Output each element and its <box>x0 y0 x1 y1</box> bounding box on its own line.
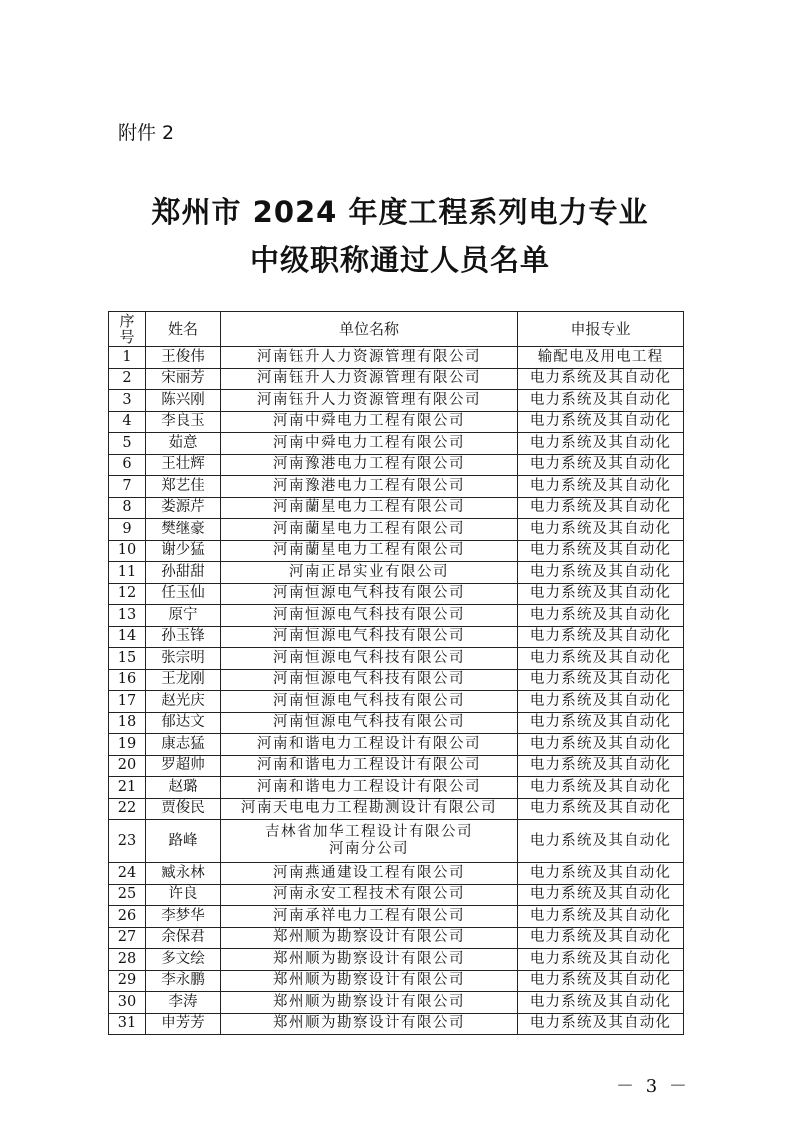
declared-major: 电力系统及其自动化 <box>518 798 684 820</box>
unit-name: 河南豫港电力工程有限公司 <box>221 454 518 476</box>
row-number: 27 <box>109 927 146 949</box>
person-name: 孙甜甜 <box>146 562 221 584</box>
table-row <box>109 433 684 455</box>
table-row <box>109 734 684 756</box>
table-row <box>109 992 684 1014</box>
person-name: 王龙刚 <box>146 669 221 691</box>
row-number: 26 <box>109 906 146 928</box>
unit-name: 河南蘭星电力工程有限公司 <box>221 519 518 541</box>
declared-major: 电力系统及其自动化 <box>518 712 684 734</box>
declared-major: 电力系统及其自动化 <box>518 540 684 562</box>
row-number: 28 <box>109 949 146 971</box>
table-row <box>109 497 684 519</box>
table-row <box>109 390 684 412</box>
unit-name: 河南恒源电气科技有限公司 <box>221 626 518 648</box>
declared-major: 电力系统及其自动化 <box>518 734 684 756</box>
row-number: 31 <box>109 1013 146 1035</box>
unit-name: 河南中舜电力工程有限公司 <box>221 411 518 433</box>
unit-name: 河南恒源电气科技有限公司 <box>221 691 518 713</box>
table-row <box>109 820 684 863</box>
declared-major: 电力系统及其自动化 <box>518 583 684 605</box>
unit-name <box>221 820 518 863</box>
declared-major: 电力系统及其自动化 <box>518 454 684 476</box>
table-row <box>109 970 684 992</box>
document-title-line1: 郑州市 2024 年度工程系列电力专业 <box>151 195 649 229</box>
table-row <box>109 949 684 971</box>
table-row <box>109 669 684 691</box>
person-name: 王俊伟 <box>146 347 221 369</box>
row-number: 30 <box>109 992 146 1014</box>
unit-name: 河南豫港电力工程有限公司 <box>221 476 518 498</box>
person-name: 茹意 <box>146 433 221 455</box>
unit-name: 河南钰升人力资源管理有限公司 <box>221 347 518 369</box>
person-name: 任玉仙 <box>146 583 221 605</box>
unit-name: 河南燕通建设工程有限公司 <box>221 863 518 885</box>
row-number: 8 <box>109 497 146 519</box>
table-row <box>109 454 684 476</box>
row-number: 24 <box>109 863 146 885</box>
person-name: 谢少猛 <box>146 540 221 562</box>
unit-name: 河南恒源电气科技有限公司 <box>221 605 518 627</box>
table-row <box>109 691 684 713</box>
person-name: 郁达文 <box>146 712 221 734</box>
table-row <box>109 605 684 627</box>
table-row <box>109 519 684 541</box>
table-row <box>109 411 684 433</box>
declared-major: 电力系统及其自动化 <box>518 605 684 627</box>
person-name: 李涛 <box>146 992 221 1014</box>
unit-name: 河南中舜电力工程有限公司 <box>221 433 518 455</box>
header-no-text: 序号 <box>119 311 135 346</box>
table-row <box>109 927 684 949</box>
table-row <box>109 562 684 584</box>
unit-name: 郑州顺为勘察设计有限公司 <box>221 1013 518 1035</box>
person-name: 陈兴刚 <box>146 390 221 412</box>
person-name: 娄源芹 <box>146 497 221 519</box>
person-name: 贾俊民 <box>146 798 221 820</box>
row-number: 3 <box>109 390 146 412</box>
row-number: 19 <box>109 734 146 756</box>
unit-name: 河南钰升人力资源管理有限公司 <box>221 390 518 412</box>
table-row <box>109 626 684 648</box>
unit-name: 河南永安工程技术有限公司 <box>221 884 518 906</box>
declared-major: 电力系统及其自动化 <box>518 368 684 390</box>
row-number: 1 <box>109 347 146 369</box>
row-number: 23 <box>109 820 146 863</box>
table-row <box>109 347 684 369</box>
declared-major: 电力系统及其自动化 <box>518 433 684 455</box>
header-no <box>109 312 146 347</box>
row-number: 21 <box>109 777 146 799</box>
declared-major: 电力系统及其自动化 <box>518 777 684 799</box>
declared-major: 电力系统及其自动化 <box>518 927 684 949</box>
row-number: 10 <box>109 540 146 562</box>
person-name: 李良玉 <box>146 411 221 433</box>
declared-major: 电力系统及其自动化 <box>518 562 684 584</box>
declared-major: 电力系统及其自动化 <box>518 669 684 691</box>
person-name: 樊继豪 <box>146 519 221 541</box>
row-number: 13 <box>109 605 146 627</box>
table-row <box>109 540 684 562</box>
unit-name: 河南钰升人力资源管理有限公司 <box>221 368 518 390</box>
unit-name: 河南恒源电气科技有限公司 <box>221 583 518 605</box>
unit-name-line1: 吉林省加华工程设计有限公司 <box>265 824 473 840</box>
declared-major: 电力系统及其自动化 <box>518 992 684 1014</box>
person-name: 李永鹏 <box>146 970 221 992</box>
table-row <box>109 884 684 906</box>
personnel-table <box>108 311 684 1035</box>
unit-name: 河南和谐电力工程设计有限公司 <box>221 734 518 756</box>
table-row <box>109 648 684 670</box>
row-number: 22 <box>109 798 146 820</box>
row-number: 18 <box>109 712 146 734</box>
row-number: 29 <box>109 970 146 992</box>
declared-major: 电力系统及其自动化 <box>518 820 684 863</box>
person-name: 孙玉锋 <box>146 626 221 648</box>
table-row <box>109 777 684 799</box>
row-number: 12 <box>109 583 146 605</box>
row-number: 4 <box>109 411 146 433</box>
unit-name: 河南蘭星电力工程有限公司 <box>221 497 518 519</box>
table-row <box>109 863 684 885</box>
person-name: 张宗明 <box>146 648 221 670</box>
table-row <box>109 798 684 820</box>
header-major: 申报专业 <box>518 312 684 347</box>
person-name: 赵璐 <box>146 777 221 799</box>
row-number: 6 <box>109 454 146 476</box>
person-name: 原宁 <box>146 605 221 627</box>
person-name: 臧永林 <box>146 863 221 885</box>
unit-name: 河南和谐电力工程设计有限公司 <box>221 755 518 777</box>
declared-major: 电力系统及其自动化 <box>518 411 684 433</box>
row-number: 11 <box>109 562 146 584</box>
row-number: 25 <box>109 884 146 906</box>
table-row <box>109 476 684 498</box>
declared-major: 电力系统及其自动化 <box>518 906 684 928</box>
unit-name: 河南恒源电气科技有限公司 <box>221 648 518 670</box>
declared-major: 电力系统及其自动化 <box>518 970 684 992</box>
person-name: 郑艺佳 <box>146 476 221 498</box>
declared-major: 电力系统及其自动化 <box>518 476 684 498</box>
table-row <box>109 755 684 777</box>
declared-major: 电力系统及其自动化 <box>518 949 684 971</box>
unit-name: 河南天电电力工程勘测设计有限公司 <box>221 798 518 820</box>
table-row <box>109 712 684 734</box>
page-number: － 3 － <box>616 1076 690 1097</box>
declared-major: 电力系统及其自动化 <box>518 519 684 541</box>
document-title-line2: 中级职称通过人员名单 <box>249 243 550 277</box>
unit-name: 郑州顺为勘察设计有限公司 <box>221 949 518 971</box>
person-name: 王壮辉 <box>146 454 221 476</box>
table-row <box>109 1013 684 1035</box>
attachment-label: 附件 2 <box>118 122 175 144</box>
declared-major: 电力系统及其自动化 <box>518 884 684 906</box>
table-row <box>109 906 684 928</box>
declared-major: 电力系统及其自动化 <box>518 390 684 412</box>
row-number: 17 <box>109 691 146 713</box>
unit-name: 郑州顺为勘察设计有限公司 <box>221 992 518 1014</box>
row-number: 9 <box>109 519 146 541</box>
unit-name: 河南承祥电力工程有限公司 <box>221 906 518 928</box>
declared-major: 电力系统及其自动化 <box>518 497 684 519</box>
person-name: 申芳芳 <box>146 1013 221 1035</box>
person-name: 路峰 <box>146 820 221 863</box>
row-number: 14 <box>109 626 146 648</box>
declared-major: 电力系统及其自动化 <box>518 626 684 648</box>
person-name: 赵光庆 <box>146 691 221 713</box>
row-number: 16 <box>109 669 146 691</box>
declared-major: 电力系统及其自动化 <box>518 755 684 777</box>
header-unit: 单位名称 <box>221 312 518 347</box>
row-number: 5 <box>109 433 146 455</box>
declared-major: 电力系统及其自动化 <box>518 863 684 885</box>
unit-name: 河南蘭星电力工程有限公司 <box>221 540 518 562</box>
declared-major: 电力系统及其自动化 <box>518 1013 684 1035</box>
person-name: 余保君 <box>146 927 221 949</box>
declared-major: 输配电及用电工程 <box>518 347 684 369</box>
unit-name: 河南恒源电气科技有限公司 <box>221 669 518 691</box>
row-number: 2 <box>109 368 146 390</box>
unit-name: 郑州顺为勘察设计有限公司 <box>221 970 518 992</box>
person-name: 宋丽芳 <box>146 368 221 390</box>
declared-major: 电力系统及其自动化 <box>518 691 684 713</box>
unit-name: 河南正昂实业有限公司 <box>221 562 518 584</box>
header-name: 姓名 <box>146 312 221 347</box>
person-name: 多文绘 <box>146 949 221 971</box>
row-number: 15 <box>109 648 146 670</box>
unit-name: 郑州顺为勘察设计有限公司 <box>221 927 518 949</box>
person-name: 许良 <box>146 884 221 906</box>
person-name: 李梦华 <box>146 906 221 928</box>
unit-name: 河南恒源电气科技有限公司 <box>221 712 518 734</box>
person-name: 罗超帅 <box>146 755 221 777</box>
table-row <box>109 368 684 390</box>
unit-name-line2: 河南分公司 <box>329 841 409 857</box>
table-row <box>109 583 684 605</box>
declared-major: 电力系统及其自动化 <box>518 648 684 670</box>
row-number: 20 <box>109 755 146 777</box>
row-number: 7 <box>109 476 146 498</box>
unit-name: 河南和谐电力工程设计有限公司 <box>221 777 518 799</box>
table-header-row <box>109 312 684 347</box>
person-name: 康志猛 <box>146 734 221 756</box>
